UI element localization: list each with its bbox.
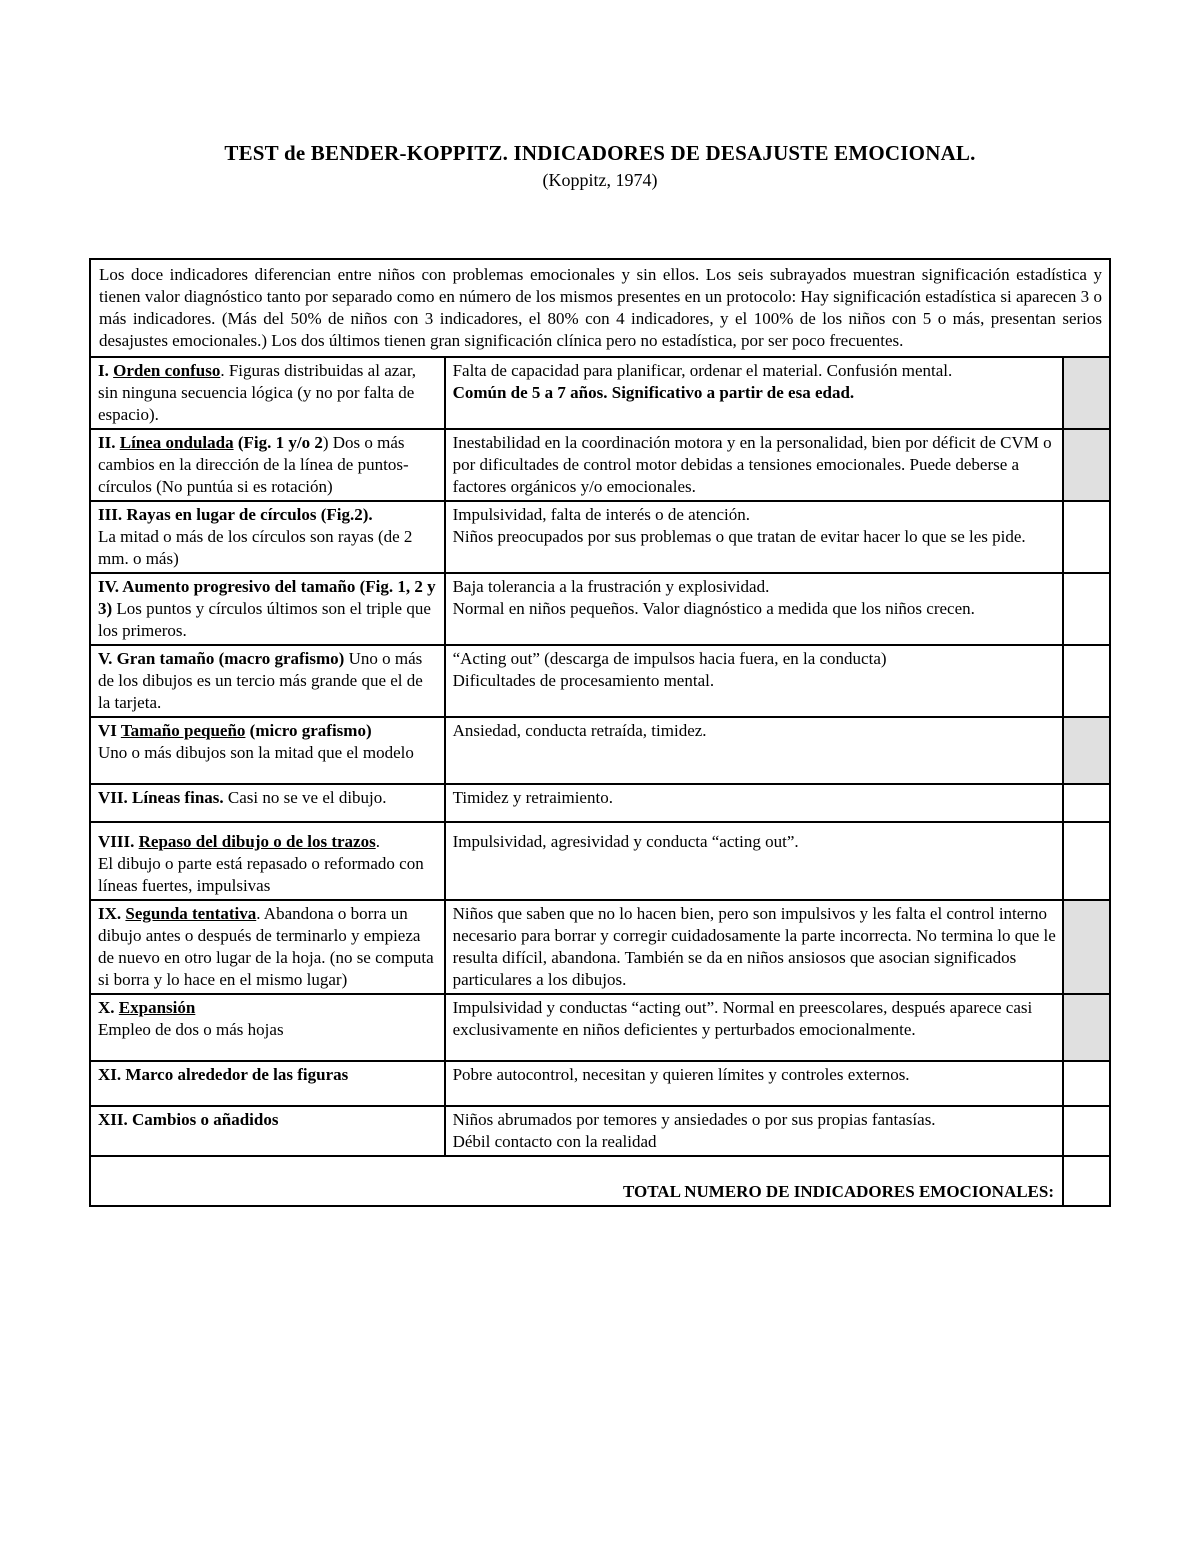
score-cell[interactable] — [1063, 900, 1110, 994]
document-title: TEST de BENDER-KOPPITZ. INDICADORES DE DESAJUSTE EMOCIONAL. — [224, 141, 976, 165]
meaning-text: Falta de capacidad para planificar, ordenar el material. Confusión mental. — [452, 361, 953, 380]
indicator-description: Uno o más dibujos son la mitad que el modelo — [98, 743, 414, 762]
indicator-number: X. — [98, 998, 119, 1017]
indicator-name: Repaso del dibujo o de los trazos — [138, 832, 376, 851]
indicator-row-4 — [90, 573, 1110, 645]
document-subtitle: (Koppitz, 1974) — [542, 170, 658, 190]
indicator-name: Segunda tentativa — [125, 904, 257, 923]
indicator-label — [90, 1106, 445, 1156]
indicator-row-2 — [90, 429, 1110, 501]
score-cell[interactable] — [1063, 822, 1110, 900]
score-cell[interactable] — [1063, 573, 1110, 645]
indicator-meaning: Impulsividad, agresividad y conducta “acting out”. — [445, 822, 1063, 900]
indicator-label — [90, 429, 445, 501]
indicator-meaning — [445, 645, 1063, 717]
indicator-label — [90, 900, 445, 994]
score-cell[interactable] — [1063, 1061, 1110, 1106]
indicator-description: La mitad o más de los círculos son rayas (de 2 mm. o más) — [98, 527, 413, 568]
score-cell[interactable] — [1063, 501, 1110, 573]
indicator-label — [90, 784, 445, 822]
indicator-label — [90, 501, 445, 573]
indicator-name: Expansión — [118, 998, 196, 1017]
indicator-description: ) Dos o más cambios en la dirección de la línea de puntos-círculos (No puntúa si es rotación) — [98, 433, 409, 496]
indicator-name: Orden confuso — [113, 361, 221, 380]
indicator-row-5 — [90, 645, 1110, 717]
indicator-number: V. Gran tamaño (macro grafismo) — [98, 649, 345, 668]
indicators-table — [89, 258, 1111, 1207]
meaning-text: Baja tolerancia a la frustración y explosividad. — [452, 577, 770, 596]
indicator-number: IX. — [98, 904, 126, 923]
indicator-number: XI. Marco alrededor de las figuras — [98, 1065, 349, 1084]
indicator-meaning — [445, 501, 1063, 573]
indicator-description: . Abandona o borra un dibujo antes o después de terminarlo y empieza de nuevo en otro lugar de la hoja. (no se computa si borra y lo hace en el mismo lugar) — [98, 904, 434, 989]
indicator-meaning: Impulsividad y conductas “acting out”. Normal en preescolares, después aparece casi exclusivamente en niños deficientes y perturbados emocionalmente. — [445, 994, 1063, 1061]
indicator-number: II. — [98, 433, 116, 452]
indicator-meaning: Timidez y retraimiento. — [445, 784, 1063, 822]
indicator-label — [90, 573, 445, 645]
indicator-row-3 — [90, 501, 1110, 573]
indicator-name: Línea ondulada — [119, 433, 234, 452]
indicator-description: Empleo de dos o más hojas — [98, 1020, 284, 1039]
meaning-text: Normal en niños pequeños. Valor diagnóstico a medida que los niños crecen. — [452, 599, 975, 618]
indicator-meaning: Inestabilidad en la coordinación motora y en la personalidad, bien por déficit de CVM o por dificultades de control motor debidas a tensiones emocionales. Puede deberse a factores orgánicos y/o emocionales. — [445, 429, 1063, 501]
indicator-number: IV. Aumento progresivo del tamaño (Fig. 1, 2 y 3) — [98, 577, 436, 618]
score-cell[interactable] — [1063, 357, 1110, 429]
indicator-number: VI — [98, 721, 121, 740]
total-row — [90, 1156, 1110, 1206]
indicator-label: VIII. Repaso del dibujo o de los trazos. El dibujo o parte está repasado o reformado con líneas fuertes, impulsivas — [90, 822, 445, 900]
indicator-meaning: Pobre autocontrol, necesitan y quieren límites y controles externos. — [445, 1061, 1063, 1106]
indicator-label — [90, 645, 445, 717]
meaning-text: “Acting out” (descarga de impulsos hacia fuera, en la conducta) — [452, 649, 887, 668]
indicator-row-12 — [90, 1106, 1110, 1156]
indicator-number: I. — [98, 361, 109, 380]
meaning-text: Débil contacto con la realidad — [452, 1132, 657, 1151]
total-label: TOTAL NUMERO DE INDICADORES EMOCIONALES: — [90, 1156, 1063, 1206]
meaning-text: Impulsividad, falta de interés o de atención. — [452, 505, 750, 524]
score-cell[interactable] — [1063, 994, 1110, 1061]
indicator-number: VIII. — [98, 832, 139, 851]
score-cell[interactable] — [1063, 645, 1110, 717]
indicator-row-9 — [90, 900, 1110, 994]
indicator-description: Los puntos y círculos últimos son el triple que los primeros. — [98, 599, 431, 640]
meaning-bold-text: Común de 5 a 7 años. Significativo a partir de esa edad. — [452, 383, 855, 402]
intro-text: Los doce indicadores diferencian entre niños con problemas emocionales y sin ellos. Los seis subrayados muestran significación estadística y tienen valor diagnóstico tanto por separado como en número de los mismos presentes en un protocolo: Hay significación estadística si aparecen 3 o más indicadores. (Más del 50% de niños con 3 indicadores, el 80% con 4 indicadores, y el 100% de los niños con 5 o más, presentan serios desajustes emocionales.) Los dos últimos tienen gran significación clínica pero no estadística, por ser poco frecuentes. — [90, 259, 1110, 357]
indicator-description: Casi no se ve el dibujo. — [223, 788, 387, 807]
indicator-meaning: Niños que saben que no lo hacen bien, pero son impulsivos y les falta el control interno necesario para borrar y corregir cuidadosamente la parte incorrecta. No termina lo que le resulta difícil, abandona. También se da en niños ansiosos que asocian significados particulares a los dibujos. — [445, 900, 1063, 994]
indicator-description: El dibujo o parte está repasado o reformado con líneas fuertes, impulsivas — [98, 854, 424, 895]
score-cell[interactable] — [1063, 1106, 1110, 1156]
indicator-name-suffix: (Fig. 1 y/o 2 — [233, 433, 323, 452]
indicator-label — [90, 357, 445, 429]
indicator-number: XII. Cambios o añadidos — [98, 1110, 279, 1129]
indicator-label — [90, 717, 445, 784]
meaning-text: Niños abrumados por temores y ansiedades o por sus propias fantasías. — [452, 1110, 936, 1129]
indicator-row-11 — [90, 1061, 1110, 1106]
indicator-row-10 — [90, 994, 1110, 1061]
indicator-name: Tamaño pequeño — [120, 721, 246, 740]
indicator-name-suffix: (micro grafismo) — [245, 721, 372, 740]
meaning-text: Niños preocupados por sus problemas o que tratan de evitar hacer lo que se les pide. — [452, 527, 1026, 546]
indicator-meaning — [445, 357, 1063, 429]
intro-row — [90, 259, 1110, 357]
indicator-meaning: Ansiedad, conducta retraída, timidez. — [445, 717, 1063, 784]
indicator-meaning — [445, 573, 1063, 645]
indicator-description: Uno o más de los dibujos es un tercio más grande que el de la tarjeta. — [98, 649, 423, 712]
indicator-label — [90, 1061, 445, 1106]
indicator-meaning — [445, 1106, 1063, 1156]
indicator-number: VII. Líneas finas. — [98, 788, 224, 807]
score-cell[interactable] — [1063, 717, 1110, 784]
indicator-label — [90, 994, 445, 1061]
meaning-text: Dificultades de procesamiento mental. — [452, 671, 715, 690]
score-cell[interactable] — [1063, 784, 1110, 822]
indicator-number: III. Rayas en lugar de círculos (Fig.2). — [98, 505, 373, 524]
indicator-row-8 — [90, 822, 1110, 900]
indicator-row-1 — [90, 357, 1110, 429]
indicator-row-7 — [90, 784, 1110, 822]
indicator-row-6 — [90, 717, 1110, 784]
total-score-cell[interactable] — [1063, 1156, 1110, 1206]
indicator-description: . Figuras distribuidas al azar, sin ninguna secuencia lógica (y no por falta de espacio). — [98, 361, 417, 424]
score-cell[interactable] — [1063, 429, 1110, 501]
